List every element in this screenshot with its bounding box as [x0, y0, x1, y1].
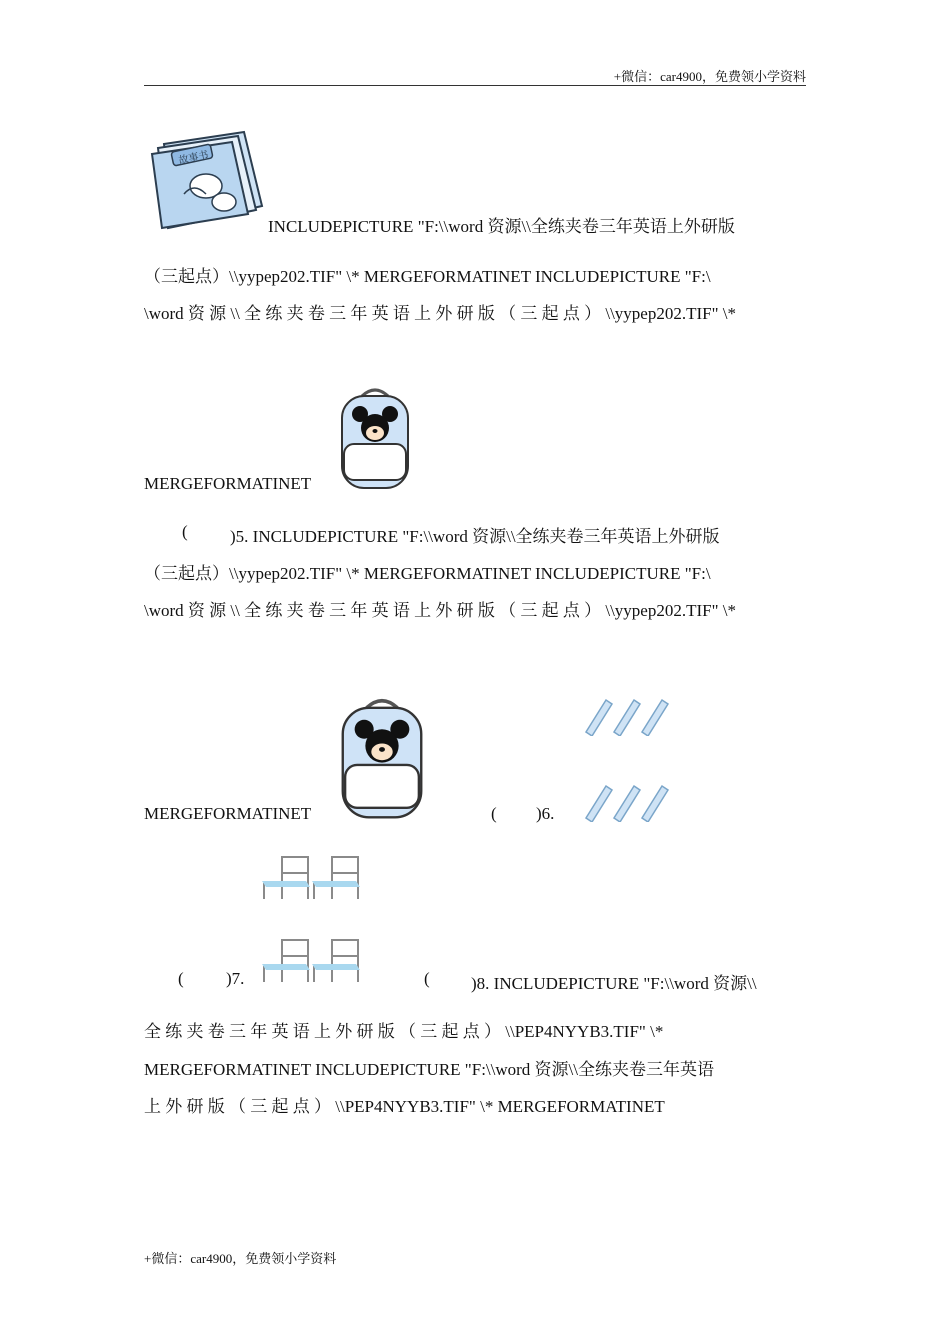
pencils-icon — [582, 694, 672, 736]
page-header: +微信：car4900，免费领小学资料 — [613, 69, 806, 84]
para1-line4: MERGEFORMATINET — [144, 474, 312, 493]
chairs-icon — [258, 938, 366, 984]
q6-close-label: )6. — [536, 804, 555, 823]
para1-line2: （三起点）\\yypep202.TIF" \* MERGEFORMATINET INCLUDEPICTURE "F:\ — [144, 267, 711, 286]
q8-open-paren: ( — [424, 969, 430, 988]
page-footer: +微信：car4900，免费领小学资料 — [144, 1251, 337, 1266]
q7-close-label: )7. — [226, 969, 245, 988]
q5-line1: )5. INCLUDEPICTURE "F:\\word 资源\\全练夹卷三年英语上外研版 — [230, 527, 720, 546]
magazine-icon — [144, 124, 264, 230]
pencils-icon — [582, 780, 672, 822]
q7-open-paren: ( — [178, 969, 184, 988]
header-divider — [144, 85, 806, 86]
para1-line3: \word 资 源 \\ 全 练 夹 卷 三 年 英 语 上 外 研 版 （ 三 起 点 ） \\yypep202.TIF" \* — [144, 304, 737, 323]
mickey-backpack-icon — [338, 698, 426, 820]
q5-open-paren: ( — [182, 522, 188, 541]
q8-line3: MERGEFORMATINET INCLUDEPICTURE "F:\\word 资源\\全练夹卷三年英语 — [144, 1060, 714, 1079]
q6-open-paren: ( — [491, 804, 497, 823]
q5-line3: \word 资 源 \\ 全 练 夹 卷 三 年 英 语 上 外 研 版 （ 三 起 点 ） \\yypep202.TIF" \* — [144, 601, 737, 620]
q5-line2: （三起点）\\yypep202.TIF" \* MERGEFORMATINET INCLUDEPICTURE "F:\ — [144, 564, 711, 583]
q8-line1: )8. INCLUDEPICTURE "F:\\word 资源\\ — [471, 974, 757, 993]
q8-line4: 上 外 研 版 （ 三 起 点 ） \\PEP4NYYB3.TIF" \* MERGEFORMATINET — [144, 1097, 665, 1116]
q5-line4: MERGEFORMATINET — [144, 804, 312, 823]
q8-line2: 全 练 夹 卷 三 年 英 语 上 外 研 版 （ 三 起 点 ） \\PEP4NYYB3.TIF" \* — [144, 1022, 664, 1041]
chairs-icon — [258, 855, 366, 901]
svg-text:故事书: 故事书 — [177, 149, 210, 167]
para1-line1: INCLUDEPICTURE "F:\\word 资源\\全练夹卷三年英语上外研版 — [268, 217, 735, 236]
mickey-backpack-icon — [338, 388, 412, 490]
